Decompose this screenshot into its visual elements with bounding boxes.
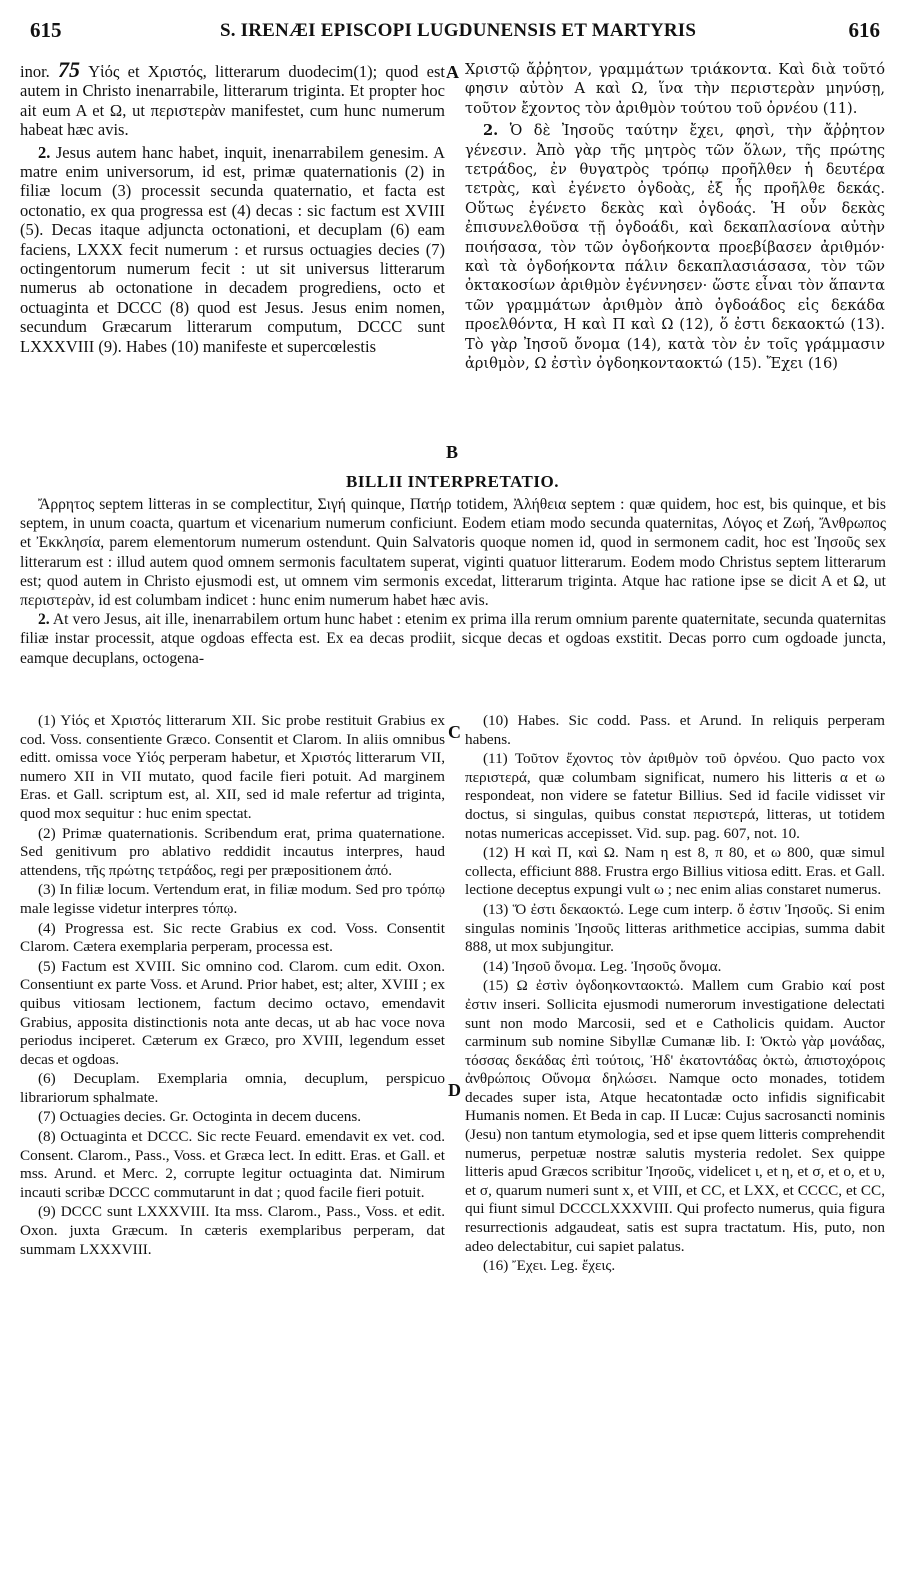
latin-paragraph-2 <box>20 143 445 356</box>
footnote: (15) Ω ἐστὶν ὀγδοηκονταοκτώ. Mallem cum Grabio καί post ἐστιν inseri. Sollicita ejusmodi numerorum investigatione delectati sunt non modo Marcosii, sed et e Catholicis quidam. Auctor carminum sub nomine Sibyllæ Cumanæ lib. I: Ὀκτὼ γὰρ μονάδας, τόσσας δεκάδας ἐπὶ τούτοις, Ἠδ' ἑκατοντάδας ὀκτὼ, ἀπιστοχόροις ἀνθρώποις Οὔνομα δηλώσει. Namque octo monades, totidem decades super ista, Atque hecatontadæ octo infidis significabit Humanis nomen. Et Beda in cap. II Lucæ: Cujus sacrosancti nominis (Jesu) non tantum etymologia, sed et ipse quem litteris comprehendit numerus, perpetuæ nostræ salutis mysteria redolet. Sex quippe litteris apud Græcos scribitur Ἰησοῦς, videlicet ι, et η, et σ, et ο, et υ, et σ, quarum numeri sunt x, et VIII, et CC, et LXX, et CCCC, et CC, qui fiunt simul DCCCLXXXVIII. Qui profecto numerus, quia figura resurrectionis adgaudeat, satis est supra tractatum. His, puto, non adeo delectabitur, cui sapiet palatus. <box>465 977 885 1255</box>
footnote: (11) Τοῦτον ἔχοντος τὸν ἀριθμὸν τοῦ ὀρνέου. Quo pacto vox περιστερά, quæ columbam significat, numero his litteris α et ω respondeat, non videre se fatetur Billius. Sed id facile vidisset vir doctus, si singulas, quibus constat περιστερά, litteras, ut totidem notas numericas accepisset. Vid. sup. pag. 607, not. 10. <box>465 750 885 842</box>
footnote: (7) Octuagies decies. Gr. Octoginta in decem ducens. <box>38 1108 362 1126</box>
footnote: (5) Factum est XVIII. Sic omnino cod. Clarom. cum edit. Oxon. Consentiunt ex parte Voss. et Arund. Prior habet, est; alter, XVIII ; ex quibus vitiosam lectionem, factum decimo octavo, emendavit Grabius, apposita distinctionis nota ante decas, ut ab hac voce nova periodus inciperet. Cæterum ex Græco, pro XVIII, legendum esset decas et ogdoas. <box>20 957 445 1068</box>
footnote: (12) Η καὶ Π, καὶ Ω. Nam η est 8, π 80, et ω 800, quæ simul collecta, efficiunt 888. Frustra ergo Billius vitiosa editt. Eras. et Gall. lectione deceptus expungi vult ω ; nec enim alias constaret numerus. <box>465 844 885 899</box>
latin-lead-word: inor. <box>20 62 50 81</box>
paragraph-number: 2. <box>483 122 499 140</box>
billius-paragraph-1: Ἄρρητος septem litteras in se complectitur, Σιγή quinque, Πατήρ totidem, Ἀλήθεια septem : quæ quidem, hoc est, bis quinque, et bis septem, in unum coacta, quartum et vicenarium numerum conficiunt. Eodem etiam modo secunda quaternitas, Λόγος et Ζωή, Ἄνθρωπος et Ἐκκλησία, parem elementorum numerum ostendunt. Quin Salvatoris quoque nomen id, quod in sermonem cadit, hoc est Ἰησοῦς sex litterarum est : illud autem quod omnem sermonis facultatem superat, viginti quatuor litterarum. Eodem modo Christus septem litterarum est; quod autem in Christo ejusmodi est, ut omnem vim sermonis excedat, litterarum triginta. Atque hac ratione ipse se dicit A et Ω, ut περιστερὰν, id est columbam indicet : hunc enim numerum habet hæc avis. <box>20 496 886 610</box>
footnote: (9) DCCC sunt LXXXVIII. Ita mss. Clarom., Pass., Voss. et edit. Oxon. juxta Græcum. In cæteris exemplaribus perperam, dat summam LXXXVIII. <box>20 1203 445 1258</box>
greek-paragraph-2-text: Ὁ δὲ Ἰησοῦς ταύτην ἔχει, φησὶ, τὴν ἄῤῥητον γένεσιν. Ἀπὸ γὰρ τῆς μητρὸς τῶν ὅλων, τῆς πρώτης τετράδος, ἐν θυγατρὸς τρόπῳ προῆλθεν ἡ δευτέρα τετρὰς, καὶ ἐγένετο ὀγδοὰς, ἐξ ἧς προῆλθε δεκάς. Οὕτως ἐγένετο δεκὰς καὶ ὀγδοάς. Ἡ οὖν δεκὰς ἐπισυνελθοῦσα τῇ ὀγδοάδι, καὶ δεκαπλασίονα αὐτὴν ποιήσασα, τὸν τῶν ὀγδοήκοντα προεβίβασεν ἀριθμόν· καὶ τὰ ὀγδοήκοντα πάλιν δεκαπλασιάσασα, τὸν τῶν ὀκτακοσίων ἀριθμὸν ἐγέννησεν· ὥστε εἶναι τὸν ἅπαντα τῶν γραμμάτων ἀριθμὸν ἀπὸ ὀγδοάδος εἰς δεκάδα προελθόντα, Η καὶ Π καὶ Ω (12), ὅ ἐστι δεκαοκτώ (13). Τὸ γὰρ Ἰησοῦ ὄνομα (14), κατὰ τὸν ἐν τοῖς γράμμασιν ἀριθμὸν, Ω ἐστὶν ὀγδοηκονταοκτώ (15). Ἔχει (16) <box>465 122 885 373</box>
running-title: S. IRENÆI EPISCOPI LUGDUNENSIS ET MARTYRIS <box>220 20 697 41</box>
latin-paragraph-1-text: Υἱός et Χριστός, litterarum duodecim(1); quod est autem in Christo inenarrabile, litterarum triginta. Et propter hoc ait eum A et Ω, ut περιστερὰν manifestet, cum hunc numerum habeat hæc avis. <box>20 62 445 140</box>
footnote: (16) Ἔχει. Leg. ἔχεις. <box>483 1257 616 1275</box>
latin-paragraph-2-text: Jesus autem hanc habet, inquit, inenarrabilem genesim. A matre enim universorum, id est, primæ quaternationis (2) in filiæ locum (3) processit secunda quaternatio, et facta est octonatio, ex qua progressa est (4) decas : sic factum est XVIII (5). Decas itaque adjuncta octonationi, et decuplam (6) eam faciens, LXXX fecit numerum : et rursus octuagies decies (7) octingentorum numerum fecit : ut sit universus litterarum numerus ab octonatione in decadem progrediens, octo et octuaginta et DCCC (8) quod est Jesus. Jesus enim nomen, secundum Græcarum litterarum computum, DCCC sunt LXXXVIII (9). Habes (10) manifeste et supercœlestis <box>20 142 445 356</box>
footnote: (13) Ὅ ἐστι δεκαοκτώ. Lege cum interp. ὅ ἐστιν Ἰησοῦς. Si enim singulas nominis Ἰησοῦς litteras arithmetice accipias, summa dabit 888, ut mox subjungitur. <box>465 900 885 956</box>
margin-marker-c: C <box>448 722 461 742</box>
running-header <box>30 14 880 44</box>
page-number-right: 616 <box>848 18 880 42</box>
footnote: (3) In filiæ locum. Vertendum erat, in filiæ modum. Sed pro τρόπῳ male legisse videtur interpres τόπῳ. <box>20 881 445 917</box>
margin-marker-b: B <box>446 442 459 462</box>
greek-paragraph-1: Χριστῷ ἄῤῥητον, γραμμάτων τριάκοντα. Καὶ διὰ τοῦτό φησιν αὐτὸν Α καὶ Ω, ἵνα τὴν περιστερὰν μηνύσῃ, τοῦτον ἔχοντος τὸν ἀριθμὸν τούτου τοῦ ὀρνέου (11). <box>465 61 885 117</box>
footnote: (6) Decuplam. Exemplaria omnia, decuplum, perspicuo librariorum sphalmate. <box>20 1070 445 1106</box>
section-heading: BILLII INTERPRETATIO. <box>346 472 559 491</box>
margin-marker-d: D <box>448 1080 461 1100</box>
latin-paragraph-1 <box>20 60 445 140</box>
paragraph-number: 2. <box>38 142 51 162</box>
footnotes-right-column <box>465 712 885 1562</box>
billius-paragraph-2 <box>20 610 886 668</box>
footnote: (4) Progressa est. Sic recte Grabius ex cod. Voss. Consentit Clarom. Cætera exemplaria perperam, processa est. <box>20 919 445 956</box>
greek-paragraph-2 <box>465 121 885 373</box>
footnote: (2) Primæ quaternationis. Scribendum erat, prima quaternatione. Sed genitivum pro ablativo reddidit incautus interpres, haud attendens, τῆς πρώτης τετράδος, regi per præpositionem ἀπό. <box>20 824 445 879</box>
footnote: (8) Octuaginta et DCCC. Sic recte Feuard. emendavit ex vet. cod. Consent. Clarom., Pass., Voss. et Græca lect. In editt. Eras. et Gall. et mss. Arund. et Merc. 2, corrupte legitur octuaginta dat. Nimirum incauti scribæ DCCC commutarunt in dat ; quod facile fieri potuit. <box>20 1128 445 1201</box>
latin-text-column <box>20 60 445 475</box>
footnote: (10) Habes. Sic codd. Pass. et Arund. In reliquis perperam habens. <box>465 712 885 748</box>
footnote: (1) Υἱός et Χριστός litterarum XII. Sic probe restituit Grabius ex cod. Voss. consentiente Græco. Consentit et Clarom. In aliis omnibus editt. omissa voce Υἱός perperam habetur, et Χριστός litterarum VII, numero XII in VII mutato, quod facile fieri potuit. Ad marginem Eras. et Gall. scriptum est, al. XII, sed id male refertur ad triginta, quod mox sequitur : huc enim spectat. <box>20 712 445 822</box>
margin-marker-a: A <box>446 62 459 82</box>
footnote: (14) Ἰησοῦ ὄνομα. Leg. Ἰησοῦς ὄνομα. <box>483 957 722 975</box>
greek-text-column <box>465 60 885 475</box>
section-number: 75 <box>58 60 81 82</box>
paragraph-number: 2. <box>38 611 50 629</box>
footnotes-left-column <box>20 712 445 1562</box>
page-number-left: 615 <box>30 18 62 42</box>
billius-paragraph-2-text: At vero Jesus, ait ille, inenarrabilem ortum hunc habet : etenim ex prima illa rerum omnium parente quaternitate, secunda quaternitas filiæ instar processit, atque ogdoas effecta est. Ex ea decas prodiit, sicque decas et ogdoas exstitit. Decas porro cum ogdoade juncta, eamque decuplans, octogena- <box>20 611 886 667</box>
billius-interpretation <box>20 495 886 705</box>
